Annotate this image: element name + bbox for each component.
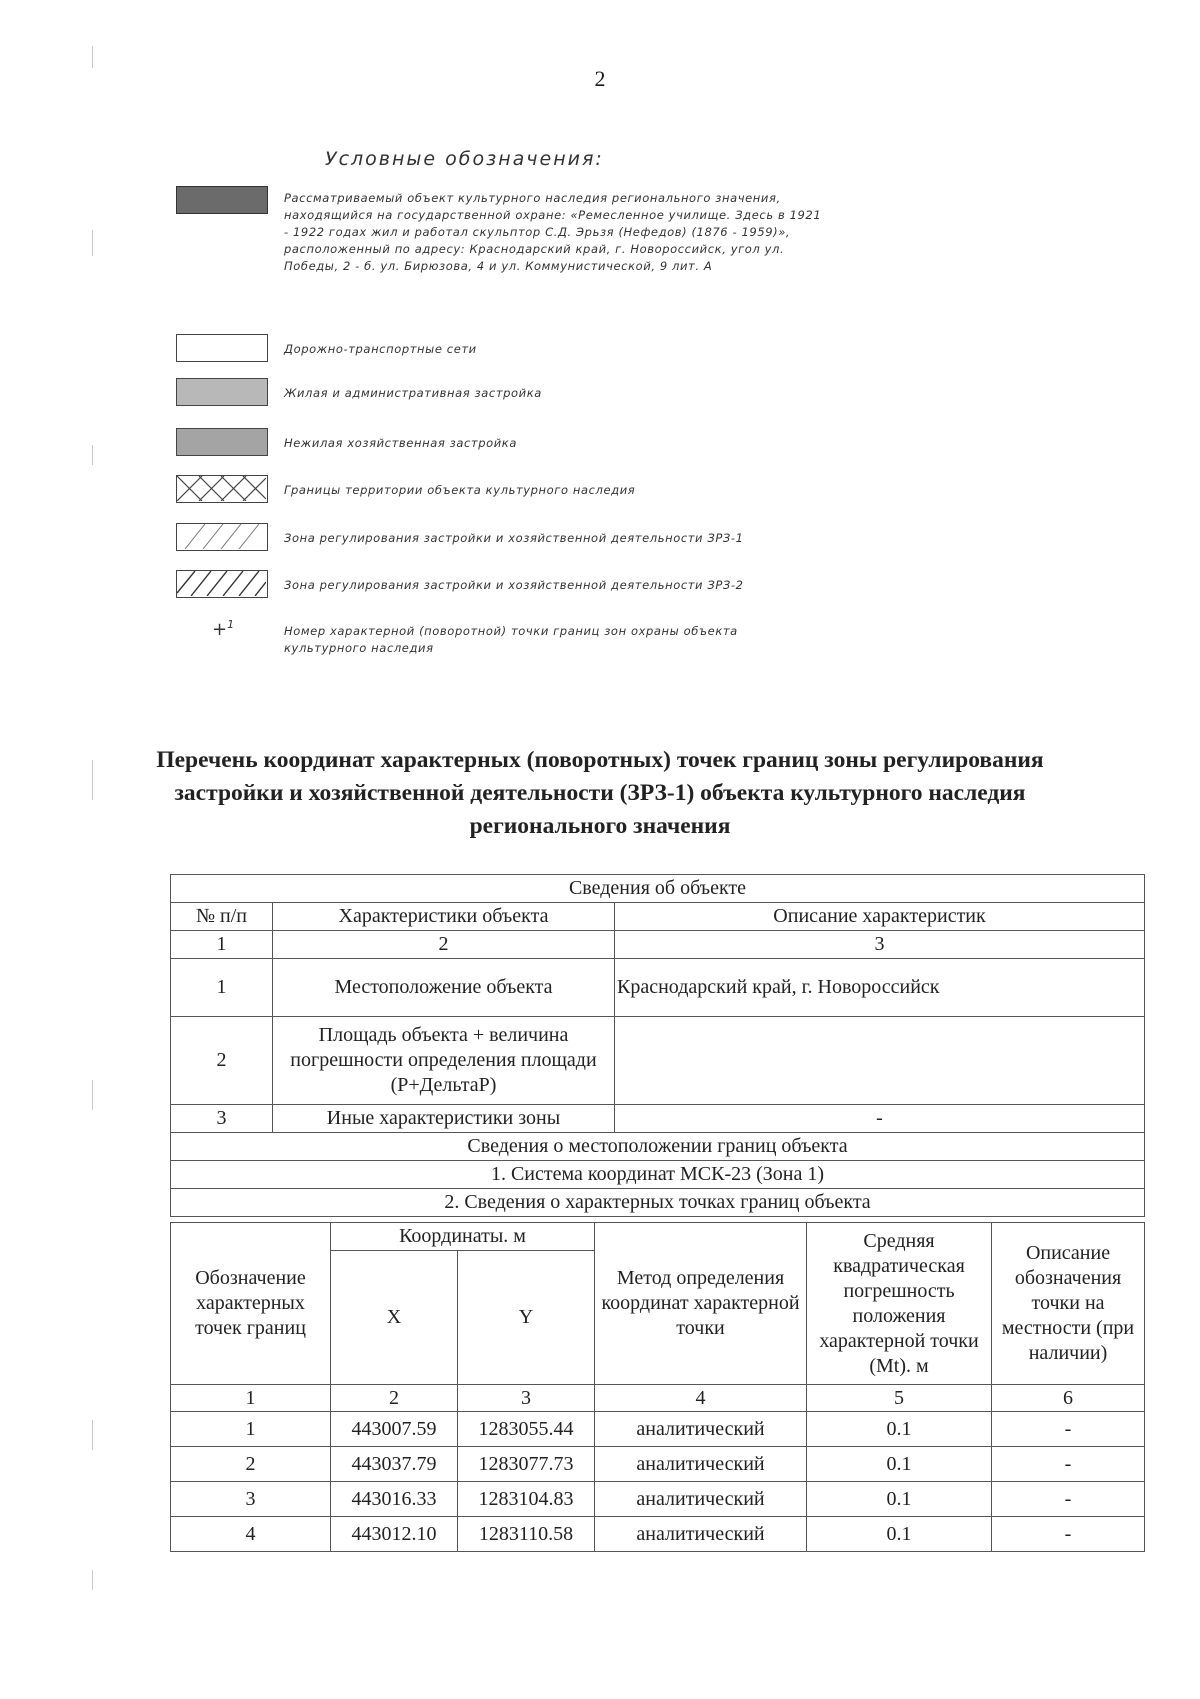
- table-row: [171, 931, 1145, 959]
- legend-text: Жилая и административная застройка: [284, 386, 542, 400]
- y-header: Y: [458, 1251, 595, 1385]
- table-row: [171, 1105, 1145, 1133]
- column-number: 3: [615, 931, 1145, 959]
- table-row: [171, 1189, 1145, 1217]
- point-method: аналитический: [595, 1482, 807, 1517]
- column-number: 3: [458, 1385, 595, 1412]
- column-number: 6: [992, 1385, 1145, 1412]
- point-error: 0.1: [807, 1447, 992, 1482]
- point-method: аналитический: [595, 1447, 807, 1482]
- page-number: 2: [594, 66, 606, 91]
- legend-text: Зона регулирования застройки и хозяйственной деятельности ЗРЗ-1: [284, 531, 744, 545]
- light-gray-swatch: [176, 378, 268, 406]
- point-id: 2: [171, 1447, 331, 1482]
- point-description: -: [992, 1517, 1145, 1552]
- point-x: 443037.79: [331, 1447, 458, 1482]
- mid-gray-swatch: [176, 428, 268, 456]
- point-error: 0.1: [807, 1482, 992, 1517]
- method-header: Метод определения координат характерной точки: [595, 1223, 807, 1385]
- point-header: Обозначение характерных точек границ: [171, 1223, 331, 1385]
- point-id: 3: [171, 1482, 331, 1517]
- legend-text: Границы территории объекта культурного наследия: [284, 483, 636, 497]
- table-row: [171, 1223, 1145, 1251]
- empty-swatch: [176, 334, 268, 362]
- table-row: [171, 1385, 1145, 1412]
- point-y: 1283110.58: [458, 1517, 595, 1552]
- table-row: [171, 1412, 1145, 1447]
- cross-hatch-swatch: [176, 475, 268, 503]
- characteristic-description: [615, 1017, 1145, 1105]
- table-row: [171, 1482, 1145, 1517]
- characteristic-description: -: [615, 1105, 1145, 1133]
- column-number: 5: [807, 1385, 992, 1412]
- point-x: 443016.33: [331, 1482, 458, 1517]
- point-y: 1283055.44: [458, 1412, 595, 1447]
- point-description: -: [992, 1412, 1145, 1447]
- margin-mark: [92, 230, 93, 256]
- points-section-title: 2. Сведения о характерных точках границ объекта: [171, 1189, 1145, 1217]
- legend-text: Нежилая хозяйственная застройка: [284, 436, 517, 450]
- description-header: Описание обозначения точки на местности (при наличии): [992, 1223, 1145, 1385]
- column-number: 2: [273, 931, 615, 959]
- point-description: -: [992, 1447, 1145, 1482]
- point-x: 443012.10: [331, 1517, 458, 1552]
- column-header: Описание характеристик: [615, 903, 1145, 931]
- table-row: [171, 875, 1145, 903]
- column-number: 1: [171, 1385, 331, 1412]
- document-heading: Перечень координат характерных (поворотных) точек границ зоны регулирования застройки и хозяйственной деятельности (ЗРЗ-1) объекта культурного наследия регионального значения: [156, 747, 1044, 839]
- object-info-table: [170, 874, 1145, 1217]
- point-method: аналитический: [595, 1412, 807, 1447]
- coords-header: Координаты. м: [331, 1223, 595, 1251]
- point-error: 0.1: [807, 1517, 992, 1552]
- legend-text: Дорожно-транспортные сети: [284, 342, 477, 356]
- point-y: 1283104.83: [458, 1482, 595, 1517]
- margin-mark: [92, 1080, 93, 1110]
- dense-diagonal-swatch: [176, 570, 268, 598]
- margin-mark: [92, 1420, 93, 1450]
- point-mark-icon: +$^1$: [212, 618, 235, 640]
- column-number: 2: [331, 1385, 458, 1412]
- characteristic-description: Краснодарский край, г. Новороссийск: [615, 959, 1145, 1017]
- x-header: X: [331, 1251, 458, 1385]
- column-number: 4: [595, 1385, 807, 1412]
- characteristic-name: Иные характеристики зоны: [273, 1105, 615, 1133]
- margin-mark: [92, 760, 93, 800]
- section-title: Сведения о местоположении границ объекта: [171, 1133, 1145, 1161]
- row-number: 2: [171, 1017, 273, 1105]
- column-header: Характеристики объекта: [273, 903, 615, 931]
- dark-fill-swatch: [176, 186, 268, 214]
- table-row: [171, 903, 1145, 931]
- characteristic-name: Площадь объекта + величина погрешности определения площади (P+ДельтаP): [273, 1017, 615, 1105]
- error-header: Средняя квадратическая погрешность положения характерной точки (Mt). м: [807, 1223, 992, 1385]
- point-x: 443007.59: [331, 1412, 458, 1447]
- margin-mark: [92, 1570, 93, 1590]
- characteristic-name: Местоположение объекта: [273, 959, 615, 1017]
- point-id: 1: [171, 1412, 331, 1447]
- column-header: № п/п: [171, 903, 273, 931]
- table-row: [171, 1017, 1145, 1105]
- table-row: [171, 1447, 1145, 1482]
- table-row: [171, 1161, 1145, 1189]
- table-row: [171, 959, 1145, 1017]
- point-method: аналитический: [595, 1517, 807, 1552]
- section-title: Сведения об объекте: [171, 875, 1145, 903]
- points-table: [170, 1222, 1145, 1552]
- column-number: 1: [171, 931, 273, 959]
- legend-text: Зона регулирования застройки и хозяйственной деятельности ЗРЗ-2: [284, 578, 744, 592]
- table-row: [171, 1517, 1145, 1552]
- point-description: -: [992, 1482, 1145, 1517]
- legend-text: Рассматриваемый объект культурного наследия регионального значения, находящийся на государственной охране: «Ремесленное училище. Здесь в 1921 - 1922 годах жил и работал скульптор С.Д. Эрьзя (Нефедов) (1876 - 1959)», расположенный по адресу: Краснодарский край, г. Новороссийск, угол ул. Победы, 2 - б. ул. Бирюзова, 4 и ул. Коммунистической, 9 лит. А: [284, 191, 822, 273]
- margin-mark: [92, 445, 93, 465]
- row-number: 1: [171, 959, 273, 1017]
- coordinate-system: 1. Система координат МСК-23 (Зона 1): [171, 1161, 1145, 1189]
- row-number: 3: [171, 1105, 273, 1133]
- table-row: [171, 1133, 1145, 1161]
- point-y: 1283077.73: [458, 1447, 595, 1482]
- legend-text: Номер характерной (поворотной) точки границ зон охраны объекта культурного наследия: [284, 624, 738, 655]
- margin-mark: [92, 46, 93, 68]
- light-diagonal-swatch: [176, 523, 268, 551]
- legend-title: Условные обозначения:: [325, 148, 604, 170]
- point-error: 0.1: [807, 1412, 992, 1447]
- point-id: 4: [171, 1517, 331, 1552]
